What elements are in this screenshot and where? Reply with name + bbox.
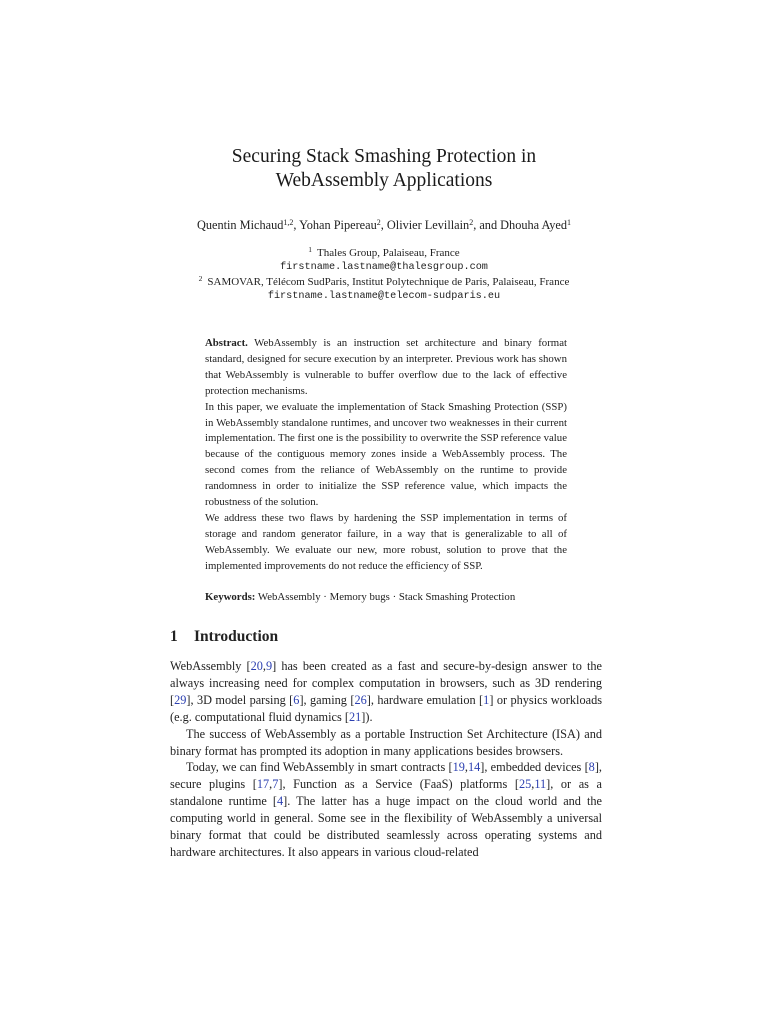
citation-link[interactable]: 14 (467, 760, 481, 775)
text-run: , (531, 777, 535, 792)
text-run: ], secure plugins [ (170, 760, 602, 792)
citation-link[interactable]: 19 (452, 760, 465, 775)
text-run: Today, we can find WebAssembly in smart contracts [ (186, 760, 453, 775)
author-separator: , (380, 218, 387, 232)
section-number: 1 (170, 628, 178, 645)
text-run: ], hardware emulation [ (366, 692, 484, 707)
paper-title (0, 145, 768, 193)
section-title: Introduction (194, 628, 279, 645)
abstract-paragraph-3: We address these two flaws by hardening the SSP implementation in terms of storage and random generator failure, in a way that is generalizable to all of WebAssembly. We evaluate our new, more robust, solution to prove that the implemented improvements do not reduce the efficiency of SSP. (205, 511, 567, 572)
keywords-label: Keywords: (205, 591, 256, 603)
abstract-text: WebAssembly is an instruction set architecture and binary format standard, designed for secure execution by an interpreter. Previous work has shown that WebAssembly is vulnerable to buffer overflow due to the lack of effective protection mechanisms. (205, 337, 567, 397)
intro-paragraph-1 (170, 658, 602, 726)
author-list (0, 218, 768, 233)
intro-paragraph-3 (170, 759, 602, 860)
citation-link[interactable]: 20 (250, 659, 263, 673)
text-run: ] has been created as a fast and secure-by-design answer to the always increasing need for complex computation in browsers, such as 3D rendering [ (170, 659, 602, 707)
text-run: ], Function as a Service (FaaS) platforms [ (278, 777, 519, 792)
keywords (205, 590, 575, 605)
author-affiliation-mark: 1,2 (283, 218, 294, 227)
affiliation-1 (0, 246, 768, 260)
abstract-paragraph-1 (205, 336, 567, 400)
author-affiliation-mark: 2 (376, 218, 381, 227)
text-run: ], gaming [ (299, 692, 355, 707)
author-affiliation-mark: 1 (567, 218, 572, 227)
author-name: Yohan Pipereau (299, 218, 377, 232)
text-run: ]). (361, 709, 373, 724)
text-run: WebAssembly [ (170, 659, 251, 673)
author-name: Olivier Levillain (386, 218, 470, 232)
text-run: , (262, 659, 266, 673)
affiliation-number: 2 (198, 274, 203, 283)
author-affiliation-mark: 2 (469, 218, 474, 227)
text-run: ] or physics workloads (e.g. computational fluid dynamics [ (170, 692, 603, 724)
author-separator: , and (473, 218, 501, 232)
title-line-2: WebAssembly Applications (275, 170, 493, 191)
abstract-paragraph-2: In this paper, we evaluate the implementation of Stack Smashing Protection (SSP) in WebAssembly standalone runtimes, and uncover two weaknesses in their current implementation. The first one is the possibility to overwrite the SSP reference value because of the contiguous memory zones inside a WebAssembly process. The second comes from the reliance of WebAssembly on the runtime to provide randomness in order to initialize the SSP reference value, which impacts the robustness of the solution. (205, 400, 567, 509)
author-name: Quentin Michaud (196, 218, 284, 232)
citation-link[interactable]: 9 (265, 659, 273, 673)
citation-link[interactable]: 17 (256, 777, 270, 792)
text-run: ], embedded devices [ (480, 760, 589, 775)
affiliation-2 (0, 275, 768, 289)
citation-link[interactable]: 21 (348, 709, 362, 724)
abstract (205, 336, 567, 575)
affiliation-text: Thales Group, Palaiseau, France (317, 247, 460, 259)
citation-link[interactable]: 6 (293, 692, 300, 707)
citation-link[interactable]: 1 (483, 692, 490, 707)
text-run: , (269, 777, 273, 792)
text-run: ]. The latter has a huge impact on the cloud world and the computing world in general. Some see in the flexibility of WebAssembly a universal binary format that could be distributed seamlessly across operating systems and hardware architectures. It also appears in various cloud-related (170, 794, 602, 859)
citation-link[interactable]: 29 (174, 692, 187, 707)
text-run: ], 3D model parsing [ (186, 692, 294, 707)
affiliation-text: SAMOVAR, Télécom SudParis, Institut Polytechnique de Paris, Palaiseau, France (207, 276, 570, 288)
citation-link[interactable]: 26 (354, 692, 367, 707)
abstract-label: Abstract. (205, 337, 248, 349)
affiliation-1-email: firstname.lastname@thalesgroup.com (280, 262, 488, 273)
citation-link[interactable]: 7 (272, 777, 279, 792)
affiliation-number: 1 (308, 245, 313, 254)
affiliation-2-email: firstname.lastname@telecom-sudparis.eu (267, 291, 501, 302)
citation-link[interactable]: 25 (518, 777, 532, 792)
title-line-1: Securing Stack Smashing Protection in (231, 146, 537, 167)
section-heading-introduction (170, 627, 278, 647)
citation-link[interactable]: 4 (276, 794, 284, 809)
intro-paragraph-2: The success of WebAssembly as a portable Instruction Set Architecture (ISA) and binary format has prompted its adoption in many applications besides browsers. (170, 726, 602, 758)
introduction-body (170, 658, 602, 861)
keywords-text: WebAssembly · Memory bugs · Stack Smashing Protection (255, 591, 516, 603)
author-name: Dhouha Ayed (500, 218, 568, 232)
text-run: ], or as a standalone runtime [ (170, 777, 603, 809)
author-separator: , (293, 218, 300, 232)
text-run: , (464, 760, 468, 775)
citation-link[interactable]: 8 (588, 760, 595, 775)
citation-link[interactable]: 11 (534, 777, 547, 792)
